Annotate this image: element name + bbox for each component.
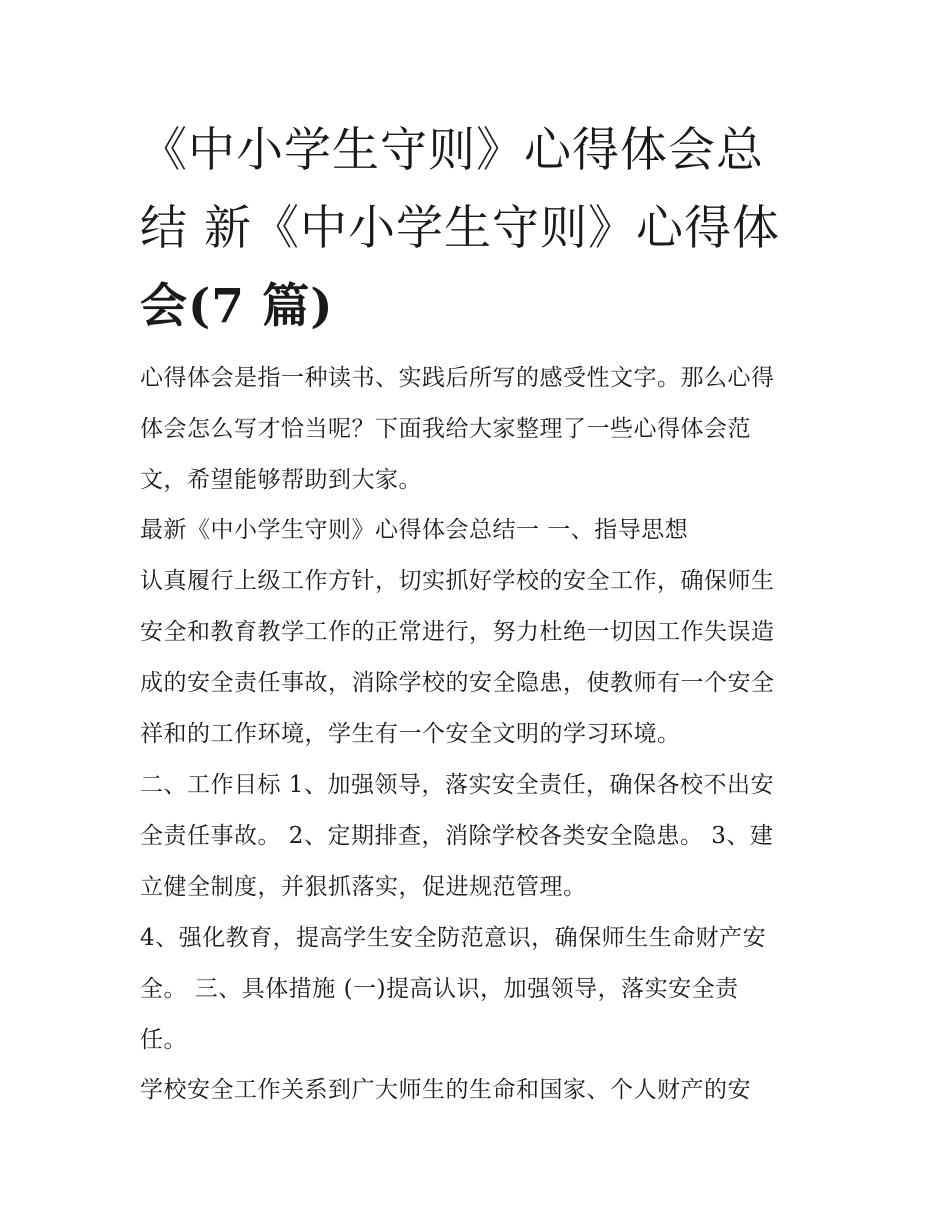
text-line: 安全和教育教学工作的正常进行，努力杜绝一切因工作失误造 (140, 619, 775, 645)
safety-paragraph (140, 1065, 820, 1116)
measures-paragraph (140, 913, 820, 1066)
text-line: 全责任事故。 2、定期排查，消除学校各类安全隐患。 3、建 (140, 823, 774, 849)
text-line: 文，希望能够帮助到大家。 (140, 467, 422, 493)
text-line: 二、工作目标 1、加强领导，落实安全责任，确保各校不出安 (140, 772, 774, 798)
text-line: 全。 三、具体措施 (一)提高认识，加强领导，落实安全责 (140, 976, 739, 1002)
guiding-thought-paragraph (140, 556, 820, 760)
text-line: 最新《中小学生守则》心得体会总结一 一、指导思想 (140, 517, 689, 543)
text-line: 成的安全责任事故，消除学校的安全隐患，使教师有一个安全 (140, 670, 775, 696)
title-line: 会(7 篇) (140, 279, 334, 334)
text-line: 4、强化教育，提高学生安全防范意识，确保师生生命财产安 (140, 925, 767, 951)
title-line: 结 新《中小学生守则》心得体 (140, 201, 780, 256)
text-line: 祥和的工作环境，学生有一个安全文明的学习环境。 (140, 721, 681, 747)
text-line: 认真履行上级工作方针，切实抓好学校的安全工作，确保师生 (140, 568, 775, 594)
text-line: 任。 (140, 1027, 187, 1053)
intro-paragraph (140, 353, 820, 506)
text-line: 体会怎么写才恰当呢？下面我给大家整理了一些心得体会范 (140, 416, 751, 442)
title-line: 《中小学生守则》心得体会总 (140, 123, 764, 178)
text-line: 学校安全工作关系到广大师生的生命和国家、个人财产的安 (140, 1077, 751, 1103)
text-line: 心得体会是指一种读书、实践后所写的感受性文字。那么心得 (140, 365, 775, 391)
section-heading (140, 505, 820, 556)
work-goals-paragraph (140, 760, 820, 913)
text-line: 立健全制度，并狠抓落实，促进规范管理。 (140, 874, 587, 900)
document-title (140, 112, 820, 346)
